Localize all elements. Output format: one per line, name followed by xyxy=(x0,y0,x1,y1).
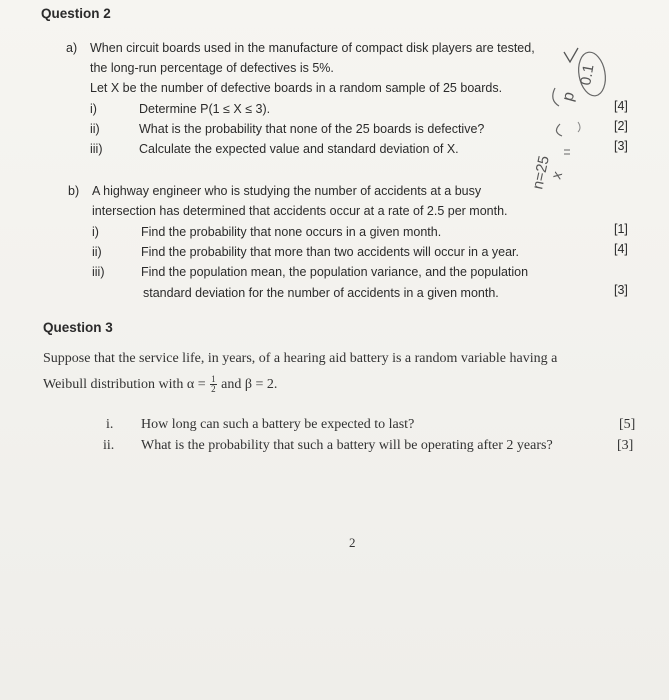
question-3-title: Question 3 xyxy=(43,320,113,335)
q3-item-1-text: How long can such a battery be expected to last? xyxy=(141,417,415,432)
handwritten-notes xyxy=(520,40,630,210)
q3-line-1: Suppose that the service life, in years, of a hearing aid battery is a random variable having a xyxy=(43,351,558,366)
part-a-item-2-num: ii) xyxy=(90,122,100,136)
part-b-item-3-text-cont: standard deviation for the number of accidents in a given month. xyxy=(143,286,499,300)
part-a-item-3-num: iii) xyxy=(90,142,103,156)
part-b-item-1-text: Find the probability that none occurs in a given month. xyxy=(141,225,442,239)
fraction-denominator: 2 xyxy=(211,384,216,395)
q3-item-1-num: i. xyxy=(106,417,114,432)
q3-line-2-end: and β = 2. xyxy=(221,377,278,392)
part-a-item-3-text: Calculate the expected value and standard deviation of X. xyxy=(139,142,459,156)
page-number: 2 xyxy=(349,535,356,550)
part-b-item-3-marks: [3] xyxy=(614,283,628,297)
part-b-line-1: A highway engineer who is studying the number of accidents at a busy xyxy=(92,184,482,198)
part-b-line-2: intersection has determined that accidents occur at a rate of 2.5 per month. xyxy=(92,204,508,218)
part-a-item-1-num: i) xyxy=(90,102,97,116)
part-a-item-1-marks: [4] xyxy=(614,99,628,113)
fraction-numerator: 1 xyxy=(211,374,216,385)
q3-item-2-text: What is the probability that such a battery will be operating after 2 years? xyxy=(141,438,553,453)
question-2-title: Question 2 xyxy=(41,6,111,21)
part-a-line-1: When circuit boards used in the manufacture of compact disk players are tested, xyxy=(90,41,535,55)
part-a-item-1-text: Determine P(1 ≤ X ≤ 3). xyxy=(139,102,271,116)
part-b-item-2-marks: [4] xyxy=(614,242,628,256)
handwritten-q: 0.1 xyxy=(577,63,598,87)
q3-item-2-marks: [3] xyxy=(617,438,634,453)
q3-line-2 xyxy=(43,374,277,396)
handwritten-x: x xyxy=(547,168,566,182)
alpha-fraction xyxy=(210,375,217,394)
part-a-line-3: Let X be the number of defective boards in a random sample of 25 boards. xyxy=(90,81,503,95)
part-b-label: b) xyxy=(68,184,80,198)
q3-item-1-marks: [5] xyxy=(619,417,636,432)
handwritten-n: n=25 xyxy=(529,154,553,191)
q3-line-2-start: Weibull distribution with α = xyxy=(43,377,206,392)
part-a-item-2-marks: [2] xyxy=(614,119,628,133)
part-a-line-2: the long-run percentage of defectives is 5%. xyxy=(90,61,334,75)
part-b-item-1-marks: [1] xyxy=(614,222,628,236)
part-a-item-3-marks: [3] xyxy=(614,139,628,153)
part-b-item-3-text: Find the population mean, the population variance, and the population xyxy=(141,265,529,279)
part-b-item-2-text: Find the probability that more than two accidents will occur in a year. xyxy=(141,245,519,259)
handwritten-p: p xyxy=(559,90,579,104)
part-a-label: a) xyxy=(66,41,78,55)
part-a-item-2-text: What is the probability that none of the 25 boards is defective? xyxy=(139,122,485,136)
part-b-item-3-num: iii) xyxy=(92,265,105,279)
q3-item-2-num: ii. xyxy=(103,438,115,453)
part-b-item-1-num: i) xyxy=(92,225,99,239)
part-b-item-2-num: ii) xyxy=(92,245,102,259)
